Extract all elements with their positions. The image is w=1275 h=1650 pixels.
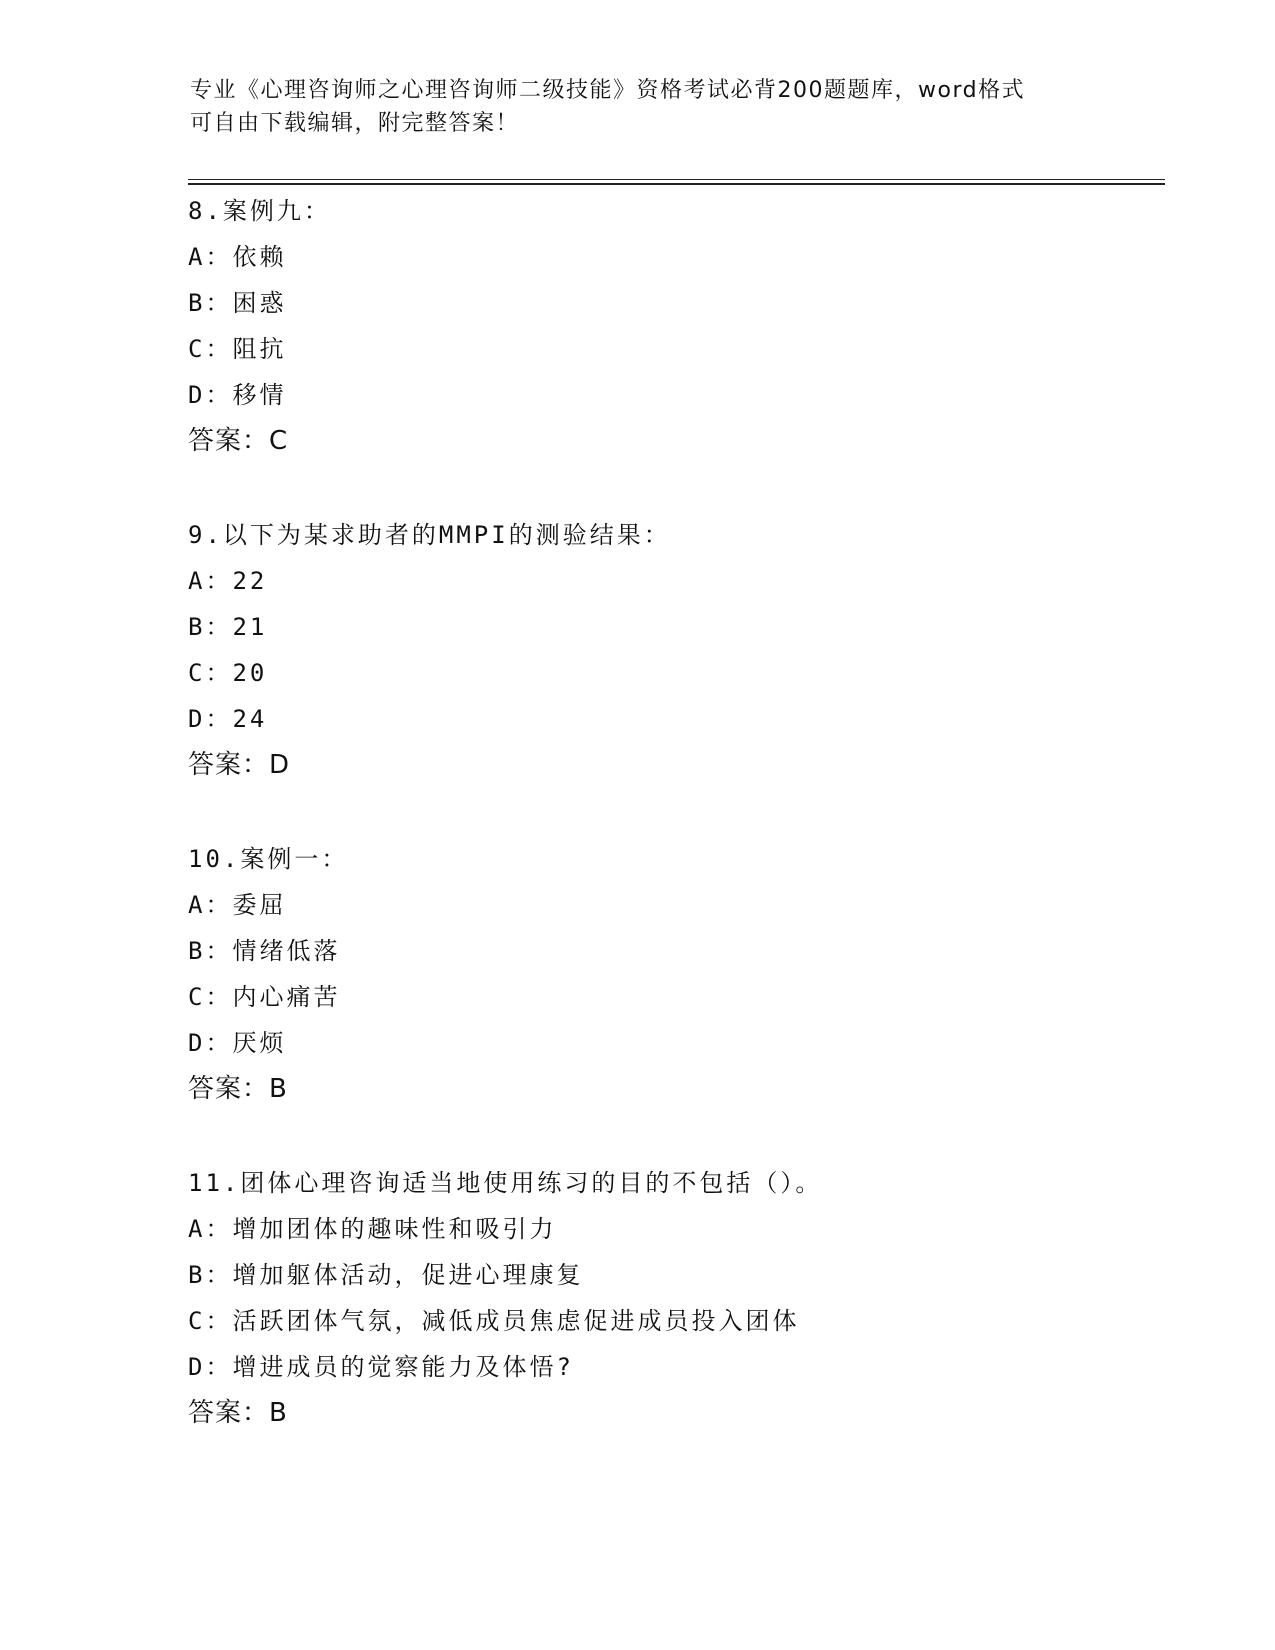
option-text: 22 — [232, 567, 268, 595]
option-c — [188, 974, 1168, 1020]
option-a — [188, 882, 1168, 928]
question-10 — [188, 836, 1168, 1112]
option-letter: A： — [188, 567, 233, 595]
option-text: 困惑 — [232, 289, 287, 317]
option-text: 20 — [232, 659, 268, 687]
option-a — [188, 234, 1168, 280]
option-letter: C： — [188, 659, 233, 687]
option-letter: B： — [188, 613, 233, 641]
option-d — [188, 1344, 1168, 1390]
option-text: 21 — [232, 613, 268, 641]
answer-line: 答案：B — [188, 1074, 288, 1104]
question-9 — [188, 512, 1168, 788]
option-text: 依赖 — [232, 243, 287, 271]
option-text: 阻抗 — [232, 335, 287, 363]
header-divider-thick — [188, 183, 1165, 185]
option-letter: B： — [188, 937, 233, 965]
option-letter: C： — [188, 1307, 233, 1335]
option-c — [188, 1298, 1168, 1344]
option-letter: D： — [188, 1353, 233, 1381]
option-text: 增进成员的觉察能力及体悟? — [232, 1353, 574, 1381]
option-letter: A： — [188, 1215, 233, 1243]
option-text: 24 — [232, 705, 268, 733]
question-11 — [188, 1160, 1168, 1436]
option-letter: A： — [188, 891, 233, 919]
option-text: 情绪低落 — [232, 937, 341, 965]
option-text: 增加躯体活动，促进心理康复 — [232, 1261, 584, 1289]
option-c — [188, 326, 1168, 372]
answer-line: 答案：B — [188, 1398, 288, 1428]
header-title-line-1: 专业《心理咨询师之心理咨询师二级技能》资格考试必背200题题库，word格式 — [190, 78, 1026, 103]
option-letter: C： — [188, 335, 233, 363]
option-letter: D： — [188, 705, 233, 733]
option-d — [188, 372, 1168, 418]
option-b — [188, 604, 1168, 650]
question-stem: 8.案例九： — [188, 197, 331, 225]
answer-line: 答案：D — [188, 750, 291, 780]
question-stem: 11.团体心理咨询适当地使用练习的目的不包括（）。 — [188, 1169, 823, 1197]
option-text: 委屈 — [232, 891, 287, 919]
answer-line: 答案：C — [188, 426, 289, 456]
header-divider-thin — [188, 179, 1165, 180]
option-text: 内心痛苦 — [232, 983, 341, 1011]
option-a — [188, 558, 1168, 604]
option-letter: B： — [188, 1261, 233, 1289]
question-stem: 10.案例一： — [188, 845, 349, 873]
header-title-line-2: 可自由下载编辑，附完整答案！ — [190, 111, 520, 136]
question-stem: 9.以下为某求助者的MMPI的测验结果： — [188, 521, 671, 549]
option-text: 增加团体的趣味性和吸引力 — [232, 1215, 557, 1243]
option-letter: B： — [188, 289, 233, 317]
option-letter: D： — [188, 1029, 233, 1057]
question-list — [188, 188, 1168, 1484]
option-b — [188, 928, 1168, 974]
option-letter: C： — [188, 983, 233, 1011]
option-text: 移情 — [232, 381, 287, 409]
option-d — [188, 1020, 1168, 1066]
option-letter: D： — [188, 381, 233, 409]
document-header — [190, 74, 1090, 140]
option-letter: A： — [188, 243, 233, 271]
option-text: 活跃团体气氛，减低成员焦虑促进成员投入团体 — [232, 1307, 800, 1335]
option-a — [188, 1206, 1168, 1252]
option-text: 厌烦 — [232, 1029, 287, 1057]
question-8 — [188, 188, 1168, 464]
option-d — [188, 696, 1168, 742]
option-c — [188, 650, 1168, 696]
option-b — [188, 280, 1168, 326]
option-b — [188, 1252, 1168, 1298]
